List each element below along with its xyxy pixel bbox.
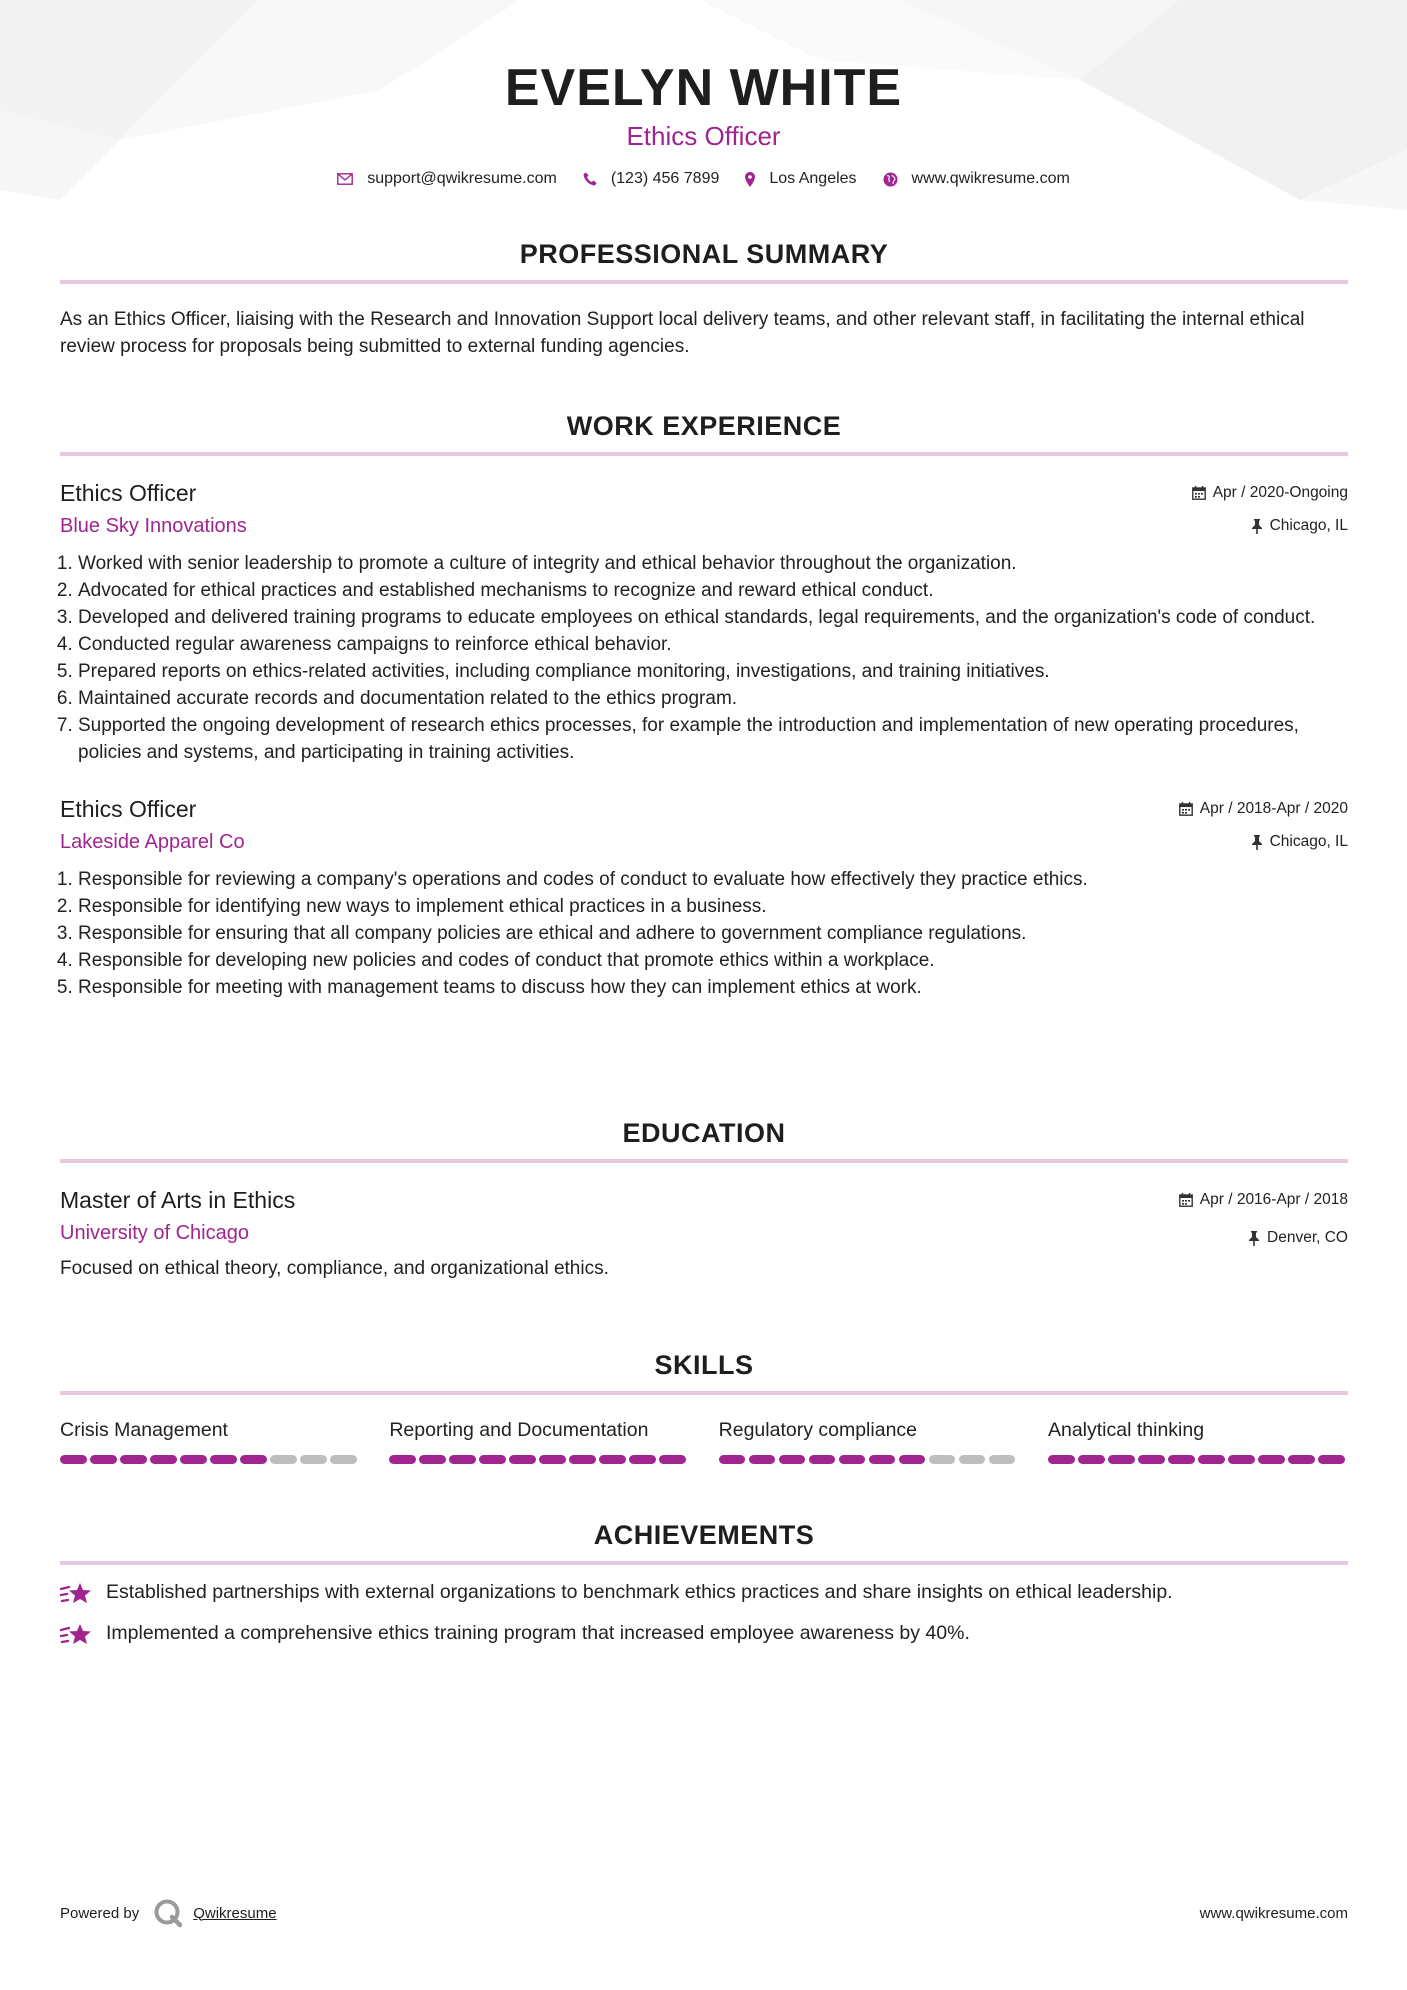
contact-phone[interactable] bbox=[583, 170, 720, 188]
job-duties-list bbox=[60, 866, 1348, 1001]
school-name: University of Chicago bbox=[60, 1222, 249, 1244]
contact-website-text: www.qwikresume.com bbox=[911, 170, 1070, 187]
skill-segment-filled bbox=[1228, 1455, 1255, 1464]
candidate-title: Ethics Officer bbox=[626, 121, 781, 151]
skill-segment-empty bbox=[989, 1455, 1016, 1464]
achievement-item bbox=[60, 1579, 1348, 1606]
skill-segment-filled bbox=[1048, 1455, 1075, 1464]
achievement-text: Established partnerships with external organizations to benchmark ethics practices and share insights on ethical leadership. bbox=[106, 1581, 1173, 1603]
experience-section bbox=[60, 410, 1348, 1001]
summary-section bbox=[60, 238, 1348, 360]
skill-segment-empty bbox=[270, 1455, 297, 1464]
skill-segment-filled bbox=[839, 1455, 866, 1464]
job-entry bbox=[60, 478, 1348, 766]
contact-phone-text: (123) 456 7899 bbox=[610, 170, 720, 187]
job-duties-list bbox=[60, 550, 1348, 766]
achievements-list bbox=[60, 1579, 1348, 1647]
achievement-text: Implemented a comprehensive ethics training program that increased employee awareness by 40%. bbox=[106, 1622, 970, 1644]
contact-location-text: Los Angeles bbox=[769, 170, 857, 187]
skill-segment-filled bbox=[180, 1455, 207, 1464]
skill-segment-filled bbox=[240, 1455, 267, 1464]
skill-name: Reporting and Documentation bbox=[389, 1419, 649, 1441]
star-badge-icon bbox=[60, 1581, 92, 1605]
list-item: 6. Maintained accurate records and documentation related to the ethics program. bbox=[78, 685, 1348, 712]
qwikresume-link[interactable]: Qwikresume bbox=[193, 1904, 277, 1922]
list-item: 5. Responsible for meeting with management teams to discuss how they can implement ethics at work. bbox=[78, 974, 1348, 1001]
resume-header bbox=[0, 58, 1407, 188]
achievement-item bbox=[60, 1620, 1348, 1647]
achievements-heading: ACHIEVEMENTS bbox=[593, 1520, 815, 1550]
contact-email[interactable] bbox=[337, 170, 557, 188]
skill-segment-filled bbox=[719, 1455, 746, 1464]
education-meta bbox=[1179, 1189, 1348, 1249]
section-divider bbox=[60, 1561, 1348, 1565]
skill-rating-bar bbox=[1048, 1455, 1348, 1464]
education-dates: Apr / 2016-Apr / 2018 bbox=[1199, 1191, 1348, 1208]
list-item: 2. Advocated for ethical practices and established mechanisms to recognize and reward ethical conduct. bbox=[78, 577, 1348, 604]
skill-segment-filled bbox=[1138, 1455, 1165, 1464]
page-footer bbox=[60, 1898, 1348, 1928]
envelope-icon bbox=[337, 173, 353, 185]
map-marker-icon bbox=[745, 172, 755, 187]
skill-segment-filled bbox=[659, 1455, 686, 1464]
job-dates: Apr / 2020-Ongoing bbox=[1212, 484, 1348, 501]
globe-icon bbox=[883, 172, 898, 187]
skill-rating-bar bbox=[60, 1455, 360, 1464]
powered-by-label: Powered by bbox=[60, 1904, 140, 1922]
skills-list bbox=[60, 1417, 1348, 1464]
candidate-name: EVELYN WHITE bbox=[504, 59, 903, 117]
job-dates: Apr / 2018-Apr / 2020 bbox=[1199, 800, 1348, 817]
job-company: Lakeside Apparel Co bbox=[60, 831, 245, 853]
job-location: Chicago, IL bbox=[1269, 833, 1348, 850]
list-item: 7. Supported the ongoing development of research ethics processes, for example the introduction and implementation of new operating procedures, policies and systems, and participating in training activities. bbox=[78, 712, 1348, 766]
section-divider bbox=[60, 452, 1348, 456]
job-location: Chicago, IL bbox=[1269, 517, 1348, 534]
skill-segment-filled bbox=[449, 1455, 476, 1464]
calendar-icon bbox=[1192, 486, 1206, 500]
skill-segment-filled bbox=[539, 1455, 566, 1464]
job-meta bbox=[1179, 798, 1348, 853]
qwikresume-logo-icon bbox=[153, 1898, 183, 1928]
skill-segment-filled bbox=[869, 1455, 896, 1464]
skill-segment-filled bbox=[1198, 1455, 1225, 1464]
education-section bbox=[60, 1117, 1348, 1282]
contact-email-text: support@qwikresume.com bbox=[367, 170, 557, 187]
contact-bar bbox=[0, 170, 1407, 188]
skill-segment-filled bbox=[60, 1455, 87, 1464]
pushpin-icon bbox=[1248, 1231, 1260, 1246]
skill-segment-filled bbox=[479, 1455, 506, 1464]
skill-name: Regulatory compliance bbox=[718, 1419, 918, 1441]
skill-item bbox=[60, 1417, 360, 1464]
skill-item bbox=[389, 1417, 689, 1464]
skill-segment-filled bbox=[419, 1455, 446, 1464]
skill-segment-filled bbox=[1078, 1455, 1105, 1464]
section-divider bbox=[60, 1391, 1348, 1395]
job-company: Blue Sky Innovations bbox=[60, 515, 247, 537]
experience-heading: WORK EXPERIENCE bbox=[566, 411, 842, 441]
skill-segment-filled bbox=[150, 1455, 177, 1464]
education-heading: EDUCATION bbox=[622, 1118, 786, 1148]
skill-segment-empty bbox=[959, 1455, 986, 1464]
skill-segment-filled bbox=[509, 1455, 536, 1464]
education-entry bbox=[60, 1185, 1348, 1282]
section-divider bbox=[60, 280, 1348, 284]
job-title: Ethics Officer bbox=[60, 796, 197, 822]
skill-segment-filled bbox=[599, 1455, 626, 1464]
skill-segment-filled bbox=[1108, 1455, 1135, 1464]
pushpin-icon bbox=[1251, 835, 1263, 850]
skill-segment-filled bbox=[779, 1455, 806, 1464]
skill-segment-filled bbox=[210, 1455, 237, 1464]
star-badge-icon bbox=[60, 1622, 92, 1646]
contact-website[interactable] bbox=[883, 170, 1070, 188]
skill-rating-bar bbox=[389, 1455, 689, 1464]
skill-segment-empty bbox=[330, 1455, 357, 1464]
summary-text: As an Ethics Officer, liaising with the Research and Innovation Support local delivery teams, and other relevant staff, in facilitating the internal ethical review process for proposals being submitted to external funding agencies. bbox=[60, 309, 1305, 357]
calendar-icon bbox=[1179, 802, 1193, 816]
skill-segment-empty bbox=[929, 1455, 956, 1464]
achievements-section bbox=[60, 1519, 1348, 1647]
skill-item bbox=[719, 1417, 1019, 1464]
skill-item bbox=[1048, 1417, 1348, 1464]
skill-segment-empty bbox=[300, 1455, 327, 1464]
skills-heading: SKILLS bbox=[654, 1350, 754, 1380]
skill-segment-filled bbox=[899, 1455, 926, 1464]
education-location: Denver, CO bbox=[1267, 1229, 1348, 1246]
contact-location bbox=[745, 170, 856, 188]
skill-segment-filled bbox=[389, 1455, 416, 1464]
skill-name: Analytical thinking bbox=[1047, 1419, 1205, 1441]
job-entry bbox=[60, 794, 1348, 1001]
skill-name: Crisis Management bbox=[60, 1419, 228, 1441]
skill-rating-bar bbox=[719, 1455, 1019, 1464]
skill-segment-filled bbox=[120, 1455, 147, 1464]
job-meta bbox=[1192, 482, 1348, 537]
list-item: 4. Conducted regular awareness campaigns to reinforce ethical behavior. bbox=[78, 631, 1348, 658]
education-description: Focused on ethical theory, compliance, and organizational ethics. bbox=[60, 1258, 609, 1279]
skill-segment-filled bbox=[1288, 1455, 1315, 1464]
section-divider bbox=[60, 1159, 1348, 1163]
skill-segment-filled bbox=[629, 1455, 656, 1464]
footer-website[interactable]: www.qwikresume.com bbox=[1199, 1904, 1348, 1922]
degree-title: Master of Arts in Ethics bbox=[60, 1187, 296, 1213]
list-item: 5. Prepared reports on ethics-related activities, including compliance monitoring, investigations, and training initiatives. bbox=[78, 658, 1348, 685]
list-item: 1. Responsible for reviewing a company's operations and codes of conduct to evaluate how effectively they practice ethics. bbox=[78, 866, 1348, 893]
phone-icon bbox=[583, 172, 597, 186]
pushpin-icon bbox=[1251, 519, 1263, 534]
footer-branding bbox=[60, 1898, 277, 1928]
list-item: 3. Developed and delivered training programs to educate employees on ethical standards, legal requirements, and the organization's code of conduct. bbox=[78, 604, 1348, 631]
skill-segment-filled bbox=[90, 1455, 117, 1464]
list-item: 2. Responsible for identifying new ways to implement ethical practices in a business. bbox=[78, 893, 1348, 920]
list-item: 1. Worked with senior leadership to promote a culture of integrity and ethical behavior throughout the organization. bbox=[78, 550, 1348, 577]
skill-segment-filled bbox=[1318, 1455, 1345, 1464]
skill-segment-filled bbox=[1258, 1455, 1285, 1464]
skill-segment-filled bbox=[569, 1455, 596, 1464]
summary-heading: PROFESSIONAL SUMMARY bbox=[519, 239, 889, 269]
skills-section bbox=[60, 1349, 1348, 1464]
list-item: 4. Responsible for developing new policies and codes of conduct that promote ethics within a workplace. bbox=[78, 947, 1348, 974]
job-title: Ethics Officer bbox=[60, 480, 197, 506]
list-item: 3. Responsible for ensuring that all company policies are ethical and adhere to government compliance regulations. bbox=[78, 920, 1348, 947]
calendar-icon bbox=[1179, 1193, 1193, 1207]
skill-segment-filled bbox=[1168, 1455, 1195, 1464]
skill-segment-filled bbox=[749, 1455, 776, 1464]
skill-segment-filled bbox=[809, 1455, 836, 1464]
